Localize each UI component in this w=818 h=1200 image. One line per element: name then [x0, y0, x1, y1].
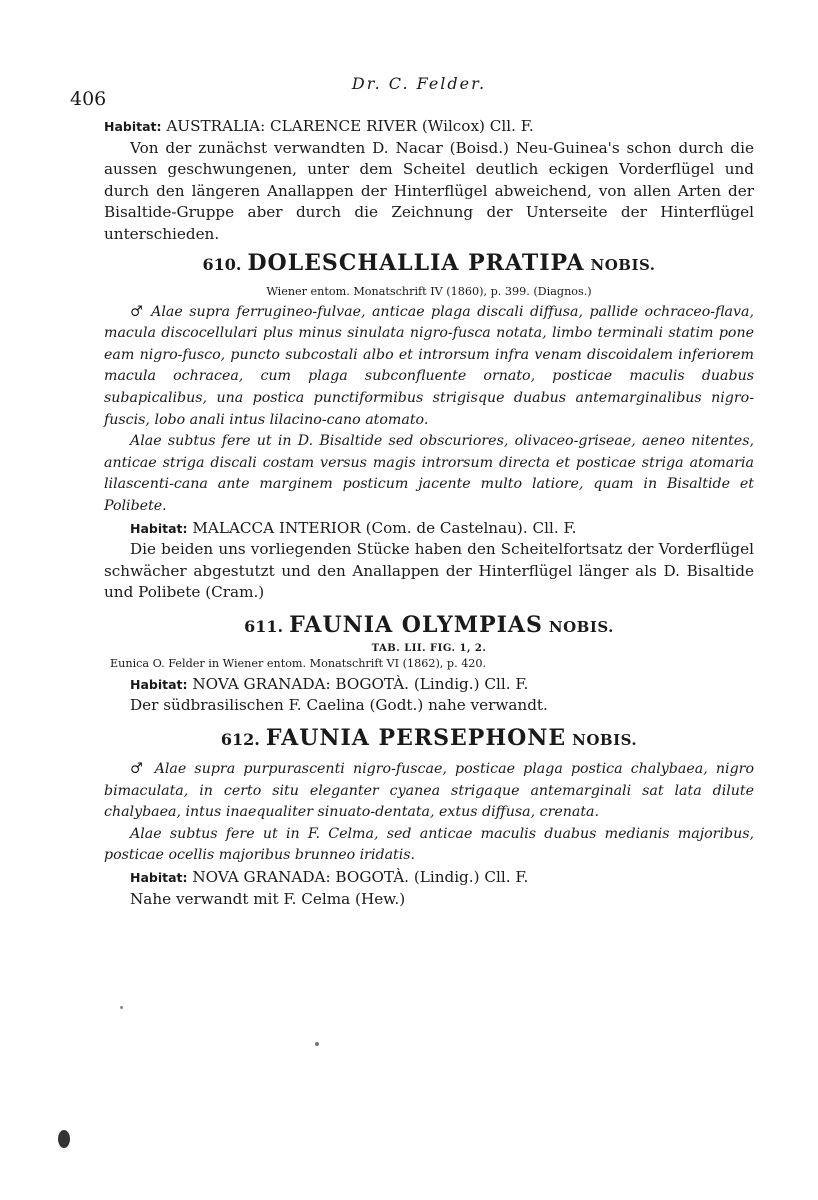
habitat-text: AUSTRALIA: CLARENCE RIVER (Wilcox) Cll. F.	[166, 117, 534, 135]
ink-blot	[58, 1130, 70, 1148]
species-title: FAUNIA PERSEPHONE	[265, 725, 567, 752]
paragraph: Nahe verwandt mit F. Celma (Hew.)	[130, 889, 406, 908]
species-number: 612.	[220, 730, 260, 750]
latin-description-underside: Alae subtus fere ut in F. Celma, sed anticae maculis duabus medianis majoribus, posticae ocellis majoribus brunneo iridatis.	[104, 825, 754, 864]
habitat-line	[104, 116, 754, 138]
species-heading-611	[104, 612, 754, 640]
habitat-label: Habitat:	[104, 119, 162, 134]
page-number: 406	[70, 88, 107, 110]
species-title: DOLESCHALLIA PRATIPA	[247, 249, 585, 276]
paragraph: Der südbrasilischen F. Caelina (Godt.) nahe verwandt.	[130, 696, 548, 715]
literature-reference: Wiener entom. Monatschrift IV (1860), p. 399. (Diagnos.)	[266, 284, 592, 298]
habitat-label: Habitat:	[130, 520, 188, 536]
species-number: 611.	[244, 616, 284, 636]
latin-description: ♂ Alae supra purpurascenti nigro-fuscae, posticae plaga postica chalybaea, nigro bimaculata, in certo situ eleganter cyanea strigaque antemarginali sat lata dilute chalybaea, intus inaequaliter sinuato-dentata, extus diffusa, crenata.	[104, 761, 754, 821]
habitat-line	[104, 518, 754, 540]
paragraph: Die beiden uns vorliegenden Stücke haben den Scheitelfortsatz der Vorderflügel schwächer abgestutzt und den Anallappen der Hinterflügel länger als D. Bisaltide und Polibete (Cram.)	[104, 540, 754, 602]
latin-description: ♂ Alae supra ferrugineo-fulvae, anticae plaga discali diffusa, pallide ochraceo-flava, macula discocellulari plus minus sinulata nigro-fusca notata, limbo terminali statim pone eam nigro-fusco, puncto subcostali albo et introrsum infra venam discoidalem inferiorem macula ochracea, cum plaga subconfluente ornato, posticae maculis duabus subapicalibus, una postica punctiformibus strigisque duabus antemarginalibus nigro-fuscis, lobo anali intus lilacino-cano atomato.	[104, 303, 754, 428]
plate-reference: TAB. LII. FIG. 1, 2.	[371, 642, 487, 654]
ink-speck	[315, 1042, 319, 1046]
ink-speck	[120, 1006, 123, 1009]
species-author: NOBIS.	[548, 617, 614, 636]
habitat-line	[104, 674, 754, 696]
species-heading-610	[104, 250, 754, 278]
habitat-text: NOVA GRANADA: BOGOTÀ. (Lindig.) Cll. F.	[192, 868, 529, 887]
species-author: NOBIS.	[572, 731, 638, 750]
habitat-label: Habitat:	[130, 870, 188, 886]
habitat-text: NOVA GRANADA: BOGOTÀ. (Lindig.) Cll. F.	[192, 674, 529, 693]
paragraph: Von der zunächst verwandten D. Nacar (Boisd.) Neu-Guinea's schon durch die aussen geschwungenen, unter dem Scheitel deutlich eckigen Vorderflügel und durch den längeren Anallappen der Hinterflügel abweichend, von allen Arten der Bisaltide-Gruppe aber durch die Zeichnung der Unterseite der Hinterflügel unterschieden.	[104, 138, 754, 243]
running-head: Dr. C. Felder.	[351, 74, 487, 93]
species-number: 610.	[202, 254, 242, 274]
habitat-line	[104, 867, 754, 889]
habitat-label: Habitat:	[130, 676, 188, 692]
species-author: NOBIS.	[590, 255, 656, 274]
latin-description-underside: Alae subtus fere ut in D. Bisaltide sed obscuriores, olivaceo-griseae, aeneo nitentes, anticae striga discali costam versus magis introrsum directa et posticae striga atomaria lilascenti-cana ante marginem posticum jacente multo latiore, quam in Bisaltide et Polibete.	[104, 433, 754, 514]
literature-reference: Eunica O. Felder in Wiener entom. Monatschrift VI (1862), p. 420.	[110, 656, 487, 670]
species-heading-612	[104, 725, 754, 753]
habitat-text: MALACCA INTERIOR (Com. de Castelnau). Cll. F.	[192, 518, 577, 537]
page-body	[104, 116, 754, 910]
species-title: FAUNIA OLYMPIAS	[289, 611, 543, 638]
